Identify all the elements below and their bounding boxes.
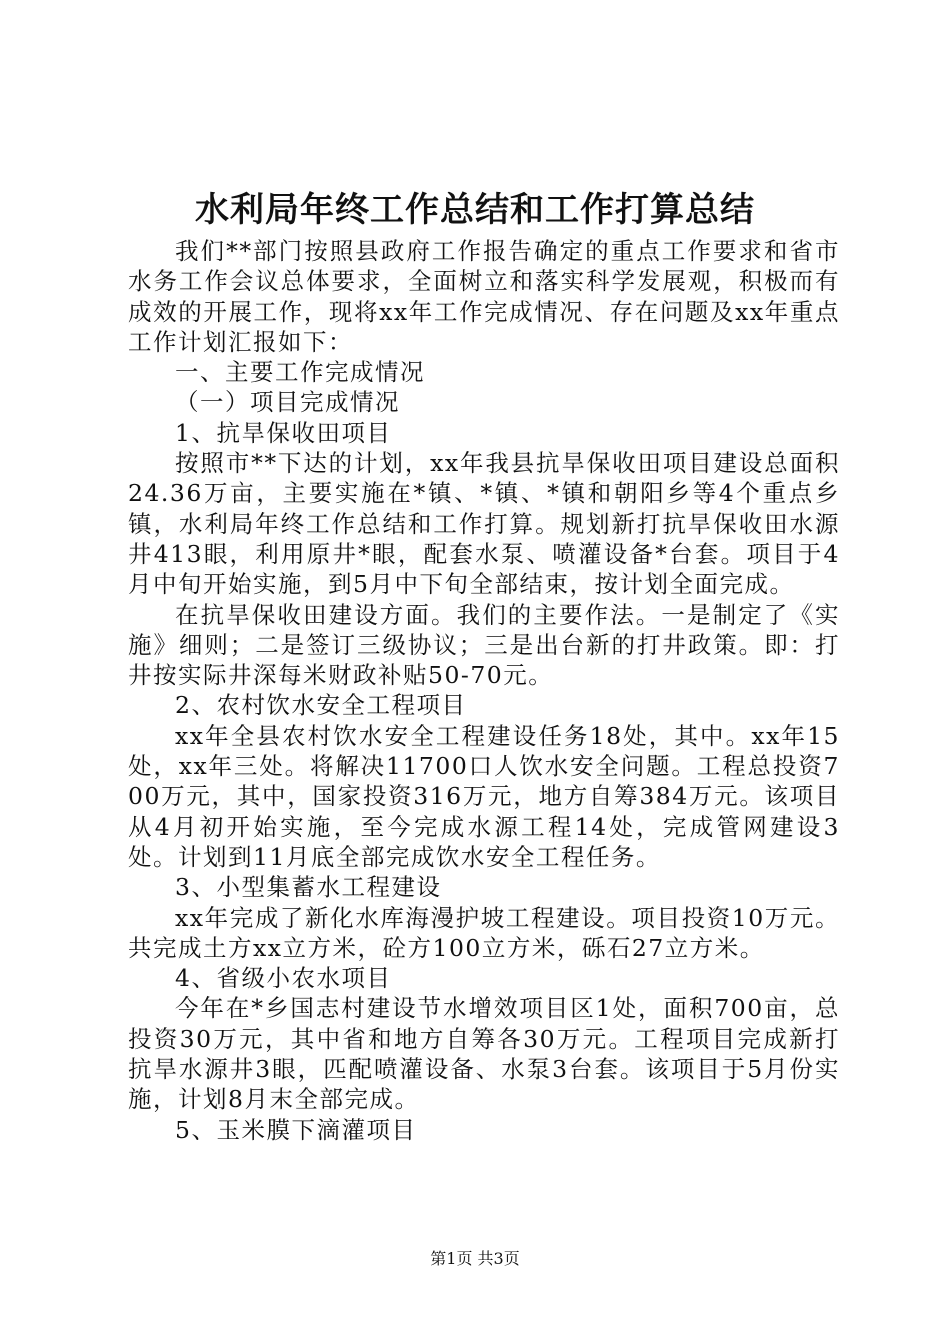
paragraph-drought-methods: 在抗旱保收田建设方面。我们的主要作法。一是制定了《实施》细则；二是签订三级协议；三是出台新的打井政策。即：打井按实际井深每米财政补贴50-70元。	[128, 600, 840, 690]
paragraph-water-storage: xx年完成了新化水库海漫护坡工程建设。项目投资10万元。共完成土方xx立方米，砼方100立方米，砾石27立方米。	[128, 903, 840, 962]
item-heading-drip-irrigation: 5、玉米膜下滴灌项目	[175, 1115, 417, 1144]
paragraph-drinking-water: xx年全县农村饮水安全工程建设任务18处，其中。xx年15处，xx年三处。将解决11700口人饮水安全问题。工程总投资700万元，其中，国家投资316万元，地方自筹384万元。该项目从4月初开始实施，至今完成水源工程14处，完成管网建设3处。计划到11月底全部完成饮水安全工程任务。	[128, 721, 840, 871]
item-heading-water-storage: 3、小型集蓄水工程建设	[175, 873, 442, 902]
intro-paragraph: 我们**部门按照县政府工作报告确定的重点工作要求和省市水务工作会议总体要求，全面树立和落实科学发展观，积极而有成效的开展工作，现将xx年工作完成情况、存在问题及xx年重点工作计划汇报如下：	[128, 237, 840, 356]
document-body	[128, 236, 840, 1145]
item-heading-drinking-water: 2、农村饮水安全工程项目	[175, 691, 467, 720]
document-title: 水利局年终工作总结和工作打算总结	[195, 190, 755, 230]
paragraph-drought-field: 按照市**下达的计划，xx年我县抗旱保收田项目建设总面积24.36万亩，主要实施在*镇、*镇、*镇和朝阳乡等4个重点乡镇，水利局年终工作总结和工作打算。规划新打抗旱保收田水源井413眼，利用原井*眼，配套水泵、喷灌设备*台套。项目于4月中旬开始实施，到5月中下旬全部结束，按计划全面完成。	[128, 449, 840, 599]
section-heading-main-work: 一、主要工作完成情况	[175, 358, 425, 387]
paragraph-provincial-irrigation: 今年在*乡国志村建设节水增效项目区1处，面积700亩，总投资30万元，其中省和地方自筹各30万元。工程项目完成新打抗旱水源井3眼，匹配喷灌设备、水泵3台套。该项目于5月份实施，计划8月末全部完成。	[128, 994, 840, 1114]
subsection-heading-projects: （一）项目完成情况	[175, 388, 400, 417]
item-heading-provincial-irrigation: 4、省级小农水项目	[175, 964, 392, 993]
page-footer: 第1页 共3页	[430, 1249, 520, 1268]
item-heading-drought-field: 1、抗旱保收田项目	[175, 418, 392, 447]
